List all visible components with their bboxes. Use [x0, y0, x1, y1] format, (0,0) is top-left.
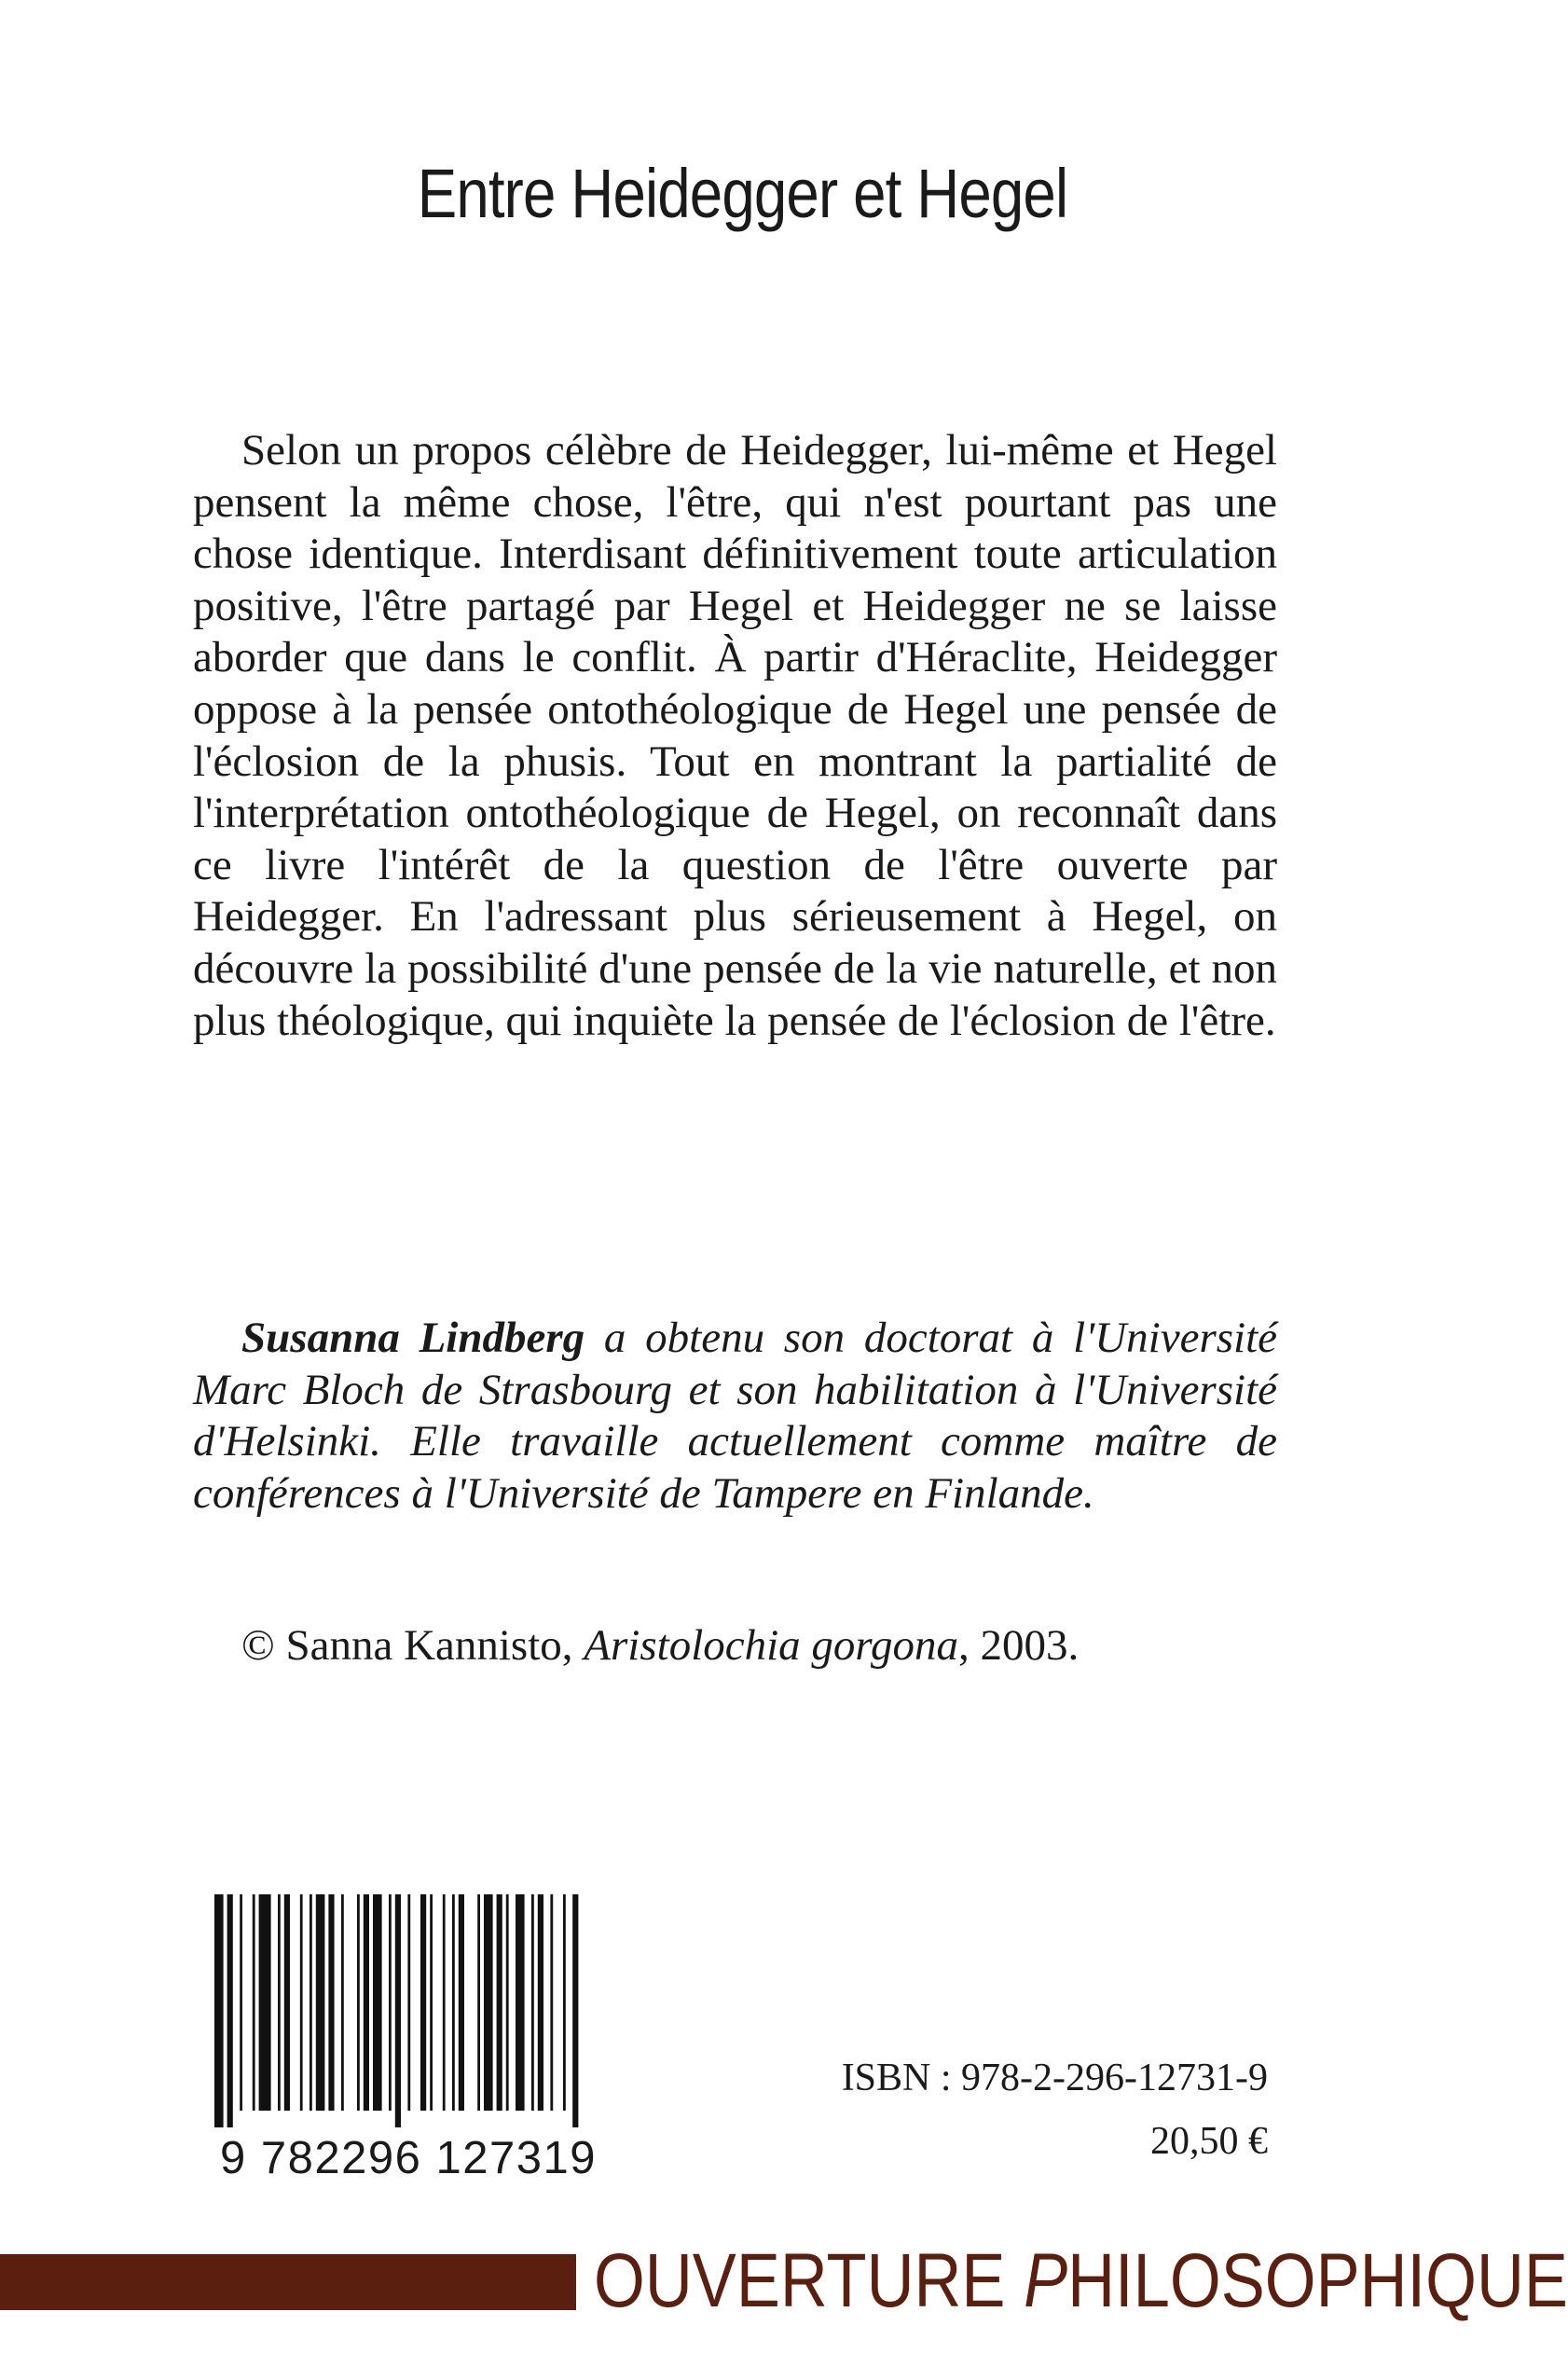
isbn: ISBN : 978-2-296-12731-9: [841, 2057, 1268, 2099]
barcode-bar: [452, 1894, 455, 2111]
credit-prefix: © Sanna Kannisto,: [241, 1621, 585, 1670]
author-bio-text: a obtenu son doctorat à l'Université Marc Bloch de Strasbourg et son habilitation à l'Université d'Helsinki. Elle travaille actuellement comme maître de conférences à l'Université de Tampere en Finlande.: [193, 1314, 1277, 1518]
barcode-bar: [341, 1894, 344, 2111]
barcode-bar: [373, 1894, 382, 2111]
barcode-bar: [395, 1894, 401, 2127]
collection-name: [594, 2237, 1568, 2325]
author-name: Susanna Lindberg: [241, 1314, 585, 1362]
barcode-bar: [497, 1894, 502, 2111]
barcode-bar: [389, 1894, 392, 2111]
author-bio: [193, 1313, 1277, 1520]
barcode-bar: [484, 1894, 493, 2111]
barcode-bar: [328, 1894, 334, 2111]
collection-band: [0, 2254, 576, 2310]
barcode-bar: [240, 1894, 242, 2111]
barcode-bar: [430, 1894, 433, 2111]
barcode-bar: [259, 1894, 271, 2111]
barcode-bar: [300, 1894, 303, 2111]
barcode-bar: [420, 1894, 426, 2111]
barcode-bar: [459, 1894, 464, 2111]
barcode-bar: [516, 1894, 525, 2111]
barcode-bar: [572, 1894, 578, 2127]
barcode-number: 9 782296 127319: [220, 2133, 597, 2183]
barcode-bar: [443, 1894, 446, 2111]
barcode-bar: [550, 1894, 553, 2111]
barcode-bar: [407, 1894, 410, 2111]
barcode-bar: [531, 1894, 534, 2111]
collection-name-part3: HILOSOPHIQUE: [1067, 2238, 1568, 2323]
barcode-bars: [213, 1894, 585, 2127]
credit-suffix: , 2003.: [957, 1621, 1080, 1670]
barcode-bar: [316, 1894, 325, 2111]
price: 20,50 €: [1150, 2120, 1268, 2163]
barcode-bar: [253, 1894, 255, 2111]
barcode-bar: [538, 1894, 543, 2111]
image-credit: [241, 1619, 1079, 1672]
barcode-bar: [309, 1894, 312, 2111]
barcode-bar: [214, 1894, 224, 2127]
barcode-bar: [278, 1894, 281, 2111]
barcode-bar: [563, 1894, 566, 2111]
credit-work-title: Aristolochia gorgona: [584, 1621, 958, 1670]
barcode-bar: [364, 1894, 369, 2111]
back-cover-summary: Selon un propos célèbre de Heidegger, lui-même et Hegel pensent la même chose, l'être, qui n'est pourtant pas une chose identique. Interdisant définitivement toute articulation positive, l'être partagé par Hegel et Heidegger ne se laisse aborder que dans le conflit. À partir d'Héraclite, Heidegger oppose à la pensée ontothéologique de Hegel une pensée de l'éclosion de la phusis. Tout en montrant la partialité de l'interprétation ontothéologique de Hegel, on reconnaît dans ce livre l'intérêt de la question de l'être ouverte par Heidegger. En l'adressant plus sérieusement à Hegel, on découvre la possibilité d'une pensée de la vie naturelle, et non plus théologique, qui inquiète la pensée de l'éclosion de l'être.: [193, 426, 1277, 1045]
book-title: Entre Heidegger et Hegel: [417, 155, 1068, 232]
barcode-bar: [284, 1894, 290, 2111]
barcode: [213, 1894, 585, 2127]
barcode-bar: [227, 1894, 233, 2127]
collection-name-part2: P: [1024, 2238, 1068, 2323]
barcode-bar: [477, 1894, 480, 2111]
barcode-bar: [506, 1894, 509, 2111]
barcode-bar: [357, 1894, 360, 2111]
collection-name-part1: OUVERTURE: [594, 2238, 1025, 2323]
